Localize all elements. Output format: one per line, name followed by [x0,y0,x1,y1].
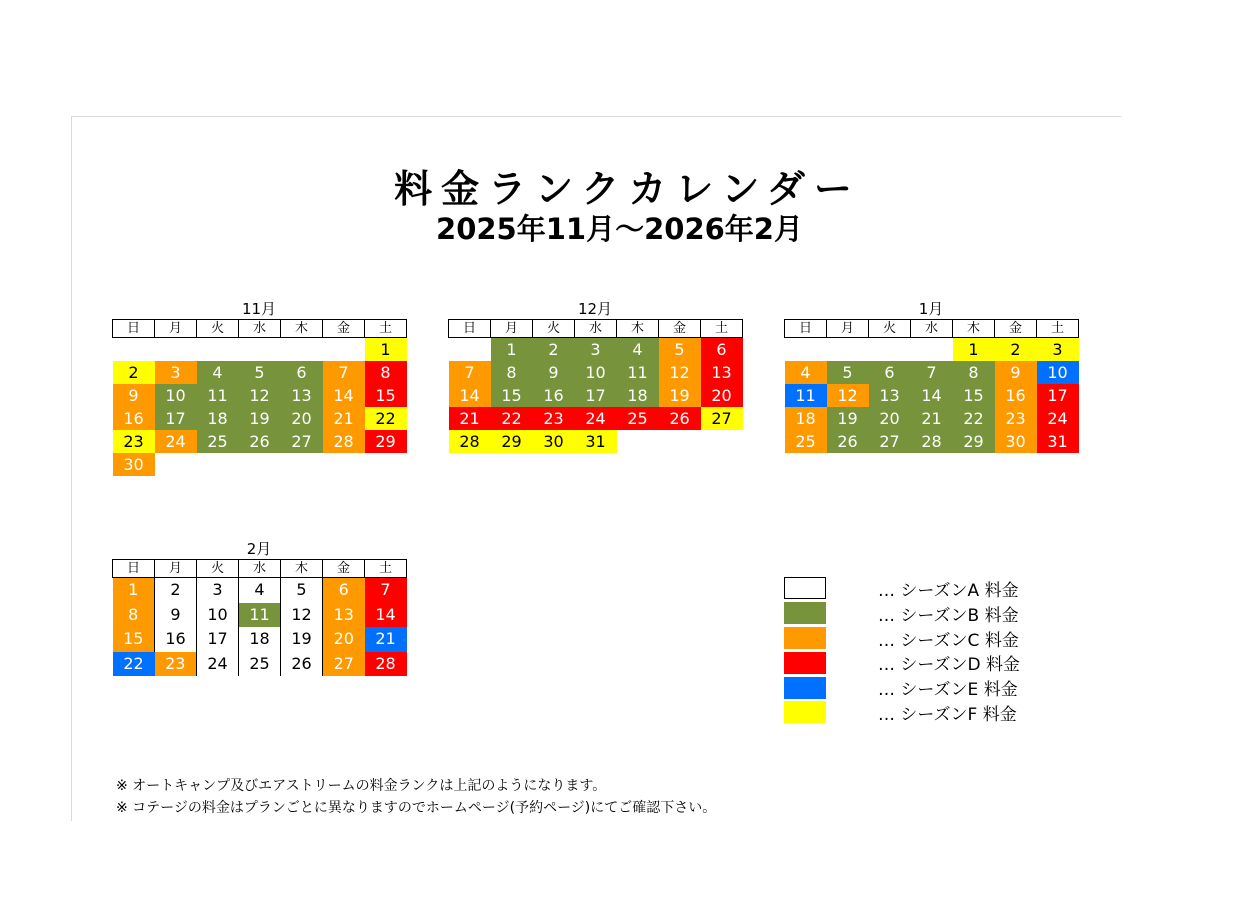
week-row [785,430,1079,453]
day-cell: 5 [281,578,323,603]
day-cell: 7 [323,361,365,384]
day-cell: 22 [491,407,533,430]
day-cell: 12 [827,384,869,407]
day-cell: 1 [113,578,155,603]
day-cell: 11 [617,361,659,384]
weekday-header: 日 [785,320,827,338]
day-cell: 5 [239,361,281,384]
empty-cell [785,338,827,362]
weekday-header: 水 [239,320,281,338]
page-title: 料金ランクカレンダー [394,167,861,211]
week-row [113,338,407,362]
weekday-header: 木 [617,320,659,338]
empty-cell [197,453,239,476]
day-cell: 26 [239,430,281,453]
legend-label: … シーズンD 料金 [878,655,1021,676]
week-row [113,603,407,628]
day-cell: 22 [953,407,995,430]
day-cell: 5 [827,361,869,384]
weekday-header: 金 [323,560,365,578]
empty-cell [155,453,197,476]
empty-cell [155,338,197,362]
weekday-header: 水 [575,320,617,338]
day-cell: 27 [281,430,323,453]
calendar-november [112,300,406,476]
day-cell: 29 [491,430,533,453]
day-cell: 8 [113,603,155,628]
legend-swatch [784,602,826,624]
note-cottage: ※ コテージの料金はプランごとに異なりますのでホームページ(予約ページ)にてご確認下さい。 [116,800,717,816]
weekday-header: 金 [659,320,701,338]
empty-cell [239,338,281,362]
day-cell: 26 [827,430,869,453]
weekday-header: 土 [1037,320,1079,338]
calendar-january [784,300,1078,453]
legend-item [784,700,1020,725]
day-cell: 12 [281,603,323,628]
weekday-header: 水 [911,320,953,338]
day-cell: 14 [323,384,365,407]
day-cell: 6 [323,578,365,603]
legend-label: … シーズンC 料金 [878,630,1019,651]
weekday-header-row [113,560,407,578]
day-cell: 9 [155,603,197,628]
day-cell: 29 [953,430,995,453]
day-cell: 2 [995,338,1037,362]
day-cell: 13 [281,384,323,407]
weekday-header: 水 [239,560,281,578]
day-cell: 2 [533,338,575,362]
empty-cell [365,453,407,476]
day-cell: 7 [365,578,407,603]
weekday-header: 木 [953,320,995,338]
day-cell: 4 [785,361,827,384]
month-name: 2月 [246,540,272,558]
week-row [785,338,1079,362]
day-cell: 30 [533,430,575,453]
day-cell: 21 [365,627,407,652]
weekday-header: 月 [827,320,869,338]
day-cell: 27 [701,407,743,430]
day-cell: 19 [827,407,869,430]
day-cell: 18 [239,627,281,652]
empty-cell [281,453,323,476]
day-cell: 3 [155,361,197,384]
day-cell: 20 [701,384,743,407]
empty-cell [239,453,281,476]
day-cell: 16 [533,384,575,407]
day-cell: 3 [575,338,617,362]
day-cell: 11 [197,384,239,407]
day-cell: 27 [869,430,911,453]
day-cell: 1 [491,338,533,362]
week-row [113,627,407,652]
week-row [113,407,407,430]
day-cell: 26 [659,407,701,430]
weekday-header: 火 [869,320,911,338]
day-cell: 23 [155,652,197,677]
day-cell: 5 [659,338,701,362]
day-cell: 4 [239,578,281,603]
day-cell: 23 [995,407,1037,430]
day-cell: 28 [323,430,365,453]
legend-item [784,650,1020,675]
day-cell: 31 [575,430,617,453]
day-cell: 12 [659,361,701,384]
weekday-header: 土 [701,320,743,338]
day-cell: 8 [491,361,533,384]
day-cell: 30 [995,430,1037,453]
day-cell: 20 [869,407,911,430]
weekday-header: 火 [533,320,575,338]
day-cell: 7 [911,361,953,384]
day-cell: 8 [365,361,407,384]
weekday-header: 火 [197,320,239,338]
legend-label: … シーズンF 料金 [878,704,1017,725]
day-cell: 6 [869,361,911,384]
day-cell: 25 [239,652,281,677]
weekday-header: 日 [113,560,155,578]
month-name: 12月 [577,300,613,318]
legend-swatch [784,677,826,699]
day-cell: 17 [575,384,617,407]
empty-cell [827,338,869,362]
day-cell: 23 [533,407,575,430]
empty-cell [617,430,659,453]
page-top-border [71,116,1121,117]
day-cell: 24 [575,407,617,430]
day-cell: 8 [953,361,995,384]
calendar-grid [112,559,407,676]
day-cell: 4 [197,361,239,384]
day-cell: 25 [197,430,239,453]
day-cell: 17 [155,407,197,430]
page-subtitle: 2025年11月～2026年2月 [436,212,803,246]
weekday-header-row [113,320,407,338]
empty-cell [323,453,365,476]
day-cell: 20 [323,627,365,652]
day-cell: 13 [869,384,911,407]
empty-cell [281,338,323,362]
calendar-grid [784,319,1079,453]
season-legend [784,576,1020,725]
day-cell: 10 [155,384,197,407]
legend-swatch [784,627,826,649]
weekday-header: 木 [281,320,323,338]
calendar-grid [112,319,407,476]
day-cell: 13 [701,361,743,384]
weekday-header: 金 [995,320,1037,338]
day-cell: 7 [449,361,491,384]
day-cell: 16 [113,407,155,430]
day-cell: 19 [281,627,323,652]
day-cell: 9 [533,361,575,384]
legend-label: … シーズンE 料金 [878,680,1018,701]
week-row [449,361,743,384]
empty-cell [869,338,911,362]
weekday-header: 火 [197,560,239,578]
month-name: 11月 [241,300,277,318]
legend-item [784,601,1020,626]
weekday-header: 月 [155,320,197,338]
legend-swatch [784,577,826,599]
day-cell: 14 [911,384,953,407]
day-cell: 29 [365,430,407,453]
weekday-header: 金 [323,320,365,338]
week-row [449,430,743,453]
empty-cell [197,338,239,362]
week-row [785,384,1079,407]
day-cell: 1 [953,338,995,362]
day-cell: 19 [239,407,281,430]
day-cell: 20 [281,407,323,430]
week-row [785,361,1079,384]
day-cell: 16 [995,384,1037,407]
legend-item [784,626,1020,651]
empty-cell [659,430,701,453]
day-cell: 15 [953,384,995,407]
week-row [449,384,743,407]
day-cell: 12 [239,384,281,407]
weekday-header: 月 [491,320,533,338]
week-row [113,361,407,384]
day-cell: 18 [785,407,827,430]
legend-label: … シーズンA 料金 [878,580,1019,601]
day-cell: 10 [1037,361,1079,384]
day-cell: 15 [491,384,533,407]
week-row [449,407,743,430]
day-cell: 2 [155,578,197,603]
day-cell: 9 [113,384,155,407]
day-cell: 6 [701,338,743,362]
day-cell: 15 [365,384,407,407]
day-cell: 14 [449,384,491,407]
empty-cell [911,338,953,362]
day-cell: 17 [197,627,239,652]
week-row [113,453,407,476]
day-cell: 18 [617,384,659,407]
day-cell: 10 [197,603,239,628]
day-cell: 22 [365,407,407,430]
note-autocamp: ※ オートキャンプ及びエアストリームの料金ランクは上記のようになります。 [116,778,607,794]
day-cell: 13 [323,603,365,628]
day-cell: 17 [1037,384,1079,407]
day-cell: 1 [365,338,407,362]
day-cell: 31 [1037,430,1079,453]
week-row [113,578,407,603]
weekday-header: 土 [365,320,407,338]
day-cell: 10 [575,361,617,384]
empty-cell [449,338,491,362]
day-cell: 18 [197,407,239,430]
weekday-header: 日 [449,320,491,338]
day-cell: 21 [911,407,953,430]
day-cell: 3 [197,578,239,603]
day-cell: 22 [113,652,155,677]
legend-swatch [784,701,826,723]
day-cell: 16 [155,627,197,652]
empty-cell [701,430,743,453]
day-cell: 26 [281,652,323,677]
month-name: 1月 [918,300,944,318]
legend-swatch [784,652,826,674]
legend-item [784,576,1020,601]
day-cell: 11 [239,603,281,628]
calendar-february [112,540,406,676]
day-cell: 24 [197,652,239,677]
notes [116,775,716,819]
day-cell: 11 [785,384,827,407]
weekday-header: 日 [113,320,155,338]
day-cell: 3 [1037,338,1079,362]
day-cell: 19 [659,384,701,407]
week-row [113,652,407,677]
weekday-header-row [785,320,1079,338]
day-cell: 24 [155,430,197,453]
day-cell: 21 [323,407,365,430]
weekday-header: 月 [155,560,197,578]
weekday-header-row [449,320,743,338]
day-cell: 9 [995,361,1037,384]
week-row [113,430,407,453]
day-cell: 23 [113,430,155,453]
week-row [113,384,407,407]
day-cell: 15 [113,627,155,652]
weekday-header: 土 [365,560,407,578]
day-cell: 28 [449,430,491,453]
day-cell: 30 [113,453,155,476]
day-cell: 27 [323,652,365,677]
weekday-header: 木 [281,560,323,578]
day-cell: 14 [365,603,407,628]
day-cell: 25 [617,407,659,430]
week-row [785,407,1079,430]
legend-item [784,675,1020,700]
day-cell: 28 [911,430,953,453]
day-cell: 25 [785,430,827,453]
empty-cell [323,338,365,362]
day-cell: 4 [617,338,659,362]
day-cell: 6 [281,361,323,384]
day-cell: 28 [365,652,407,677]
day-cell: 21 [449,407,491,430]
day-cell: 24 [1037,407,1079,430]
legend-label: … シーズンB 料金 [878,605,1019,626]
week-row [449,338,743,362]
empty-cell [113,338,155,362]
calendar-grid [448,319,743,453]
calendar-december [448,300,742,453]
day-cell: 2 [113,361,155,384]
